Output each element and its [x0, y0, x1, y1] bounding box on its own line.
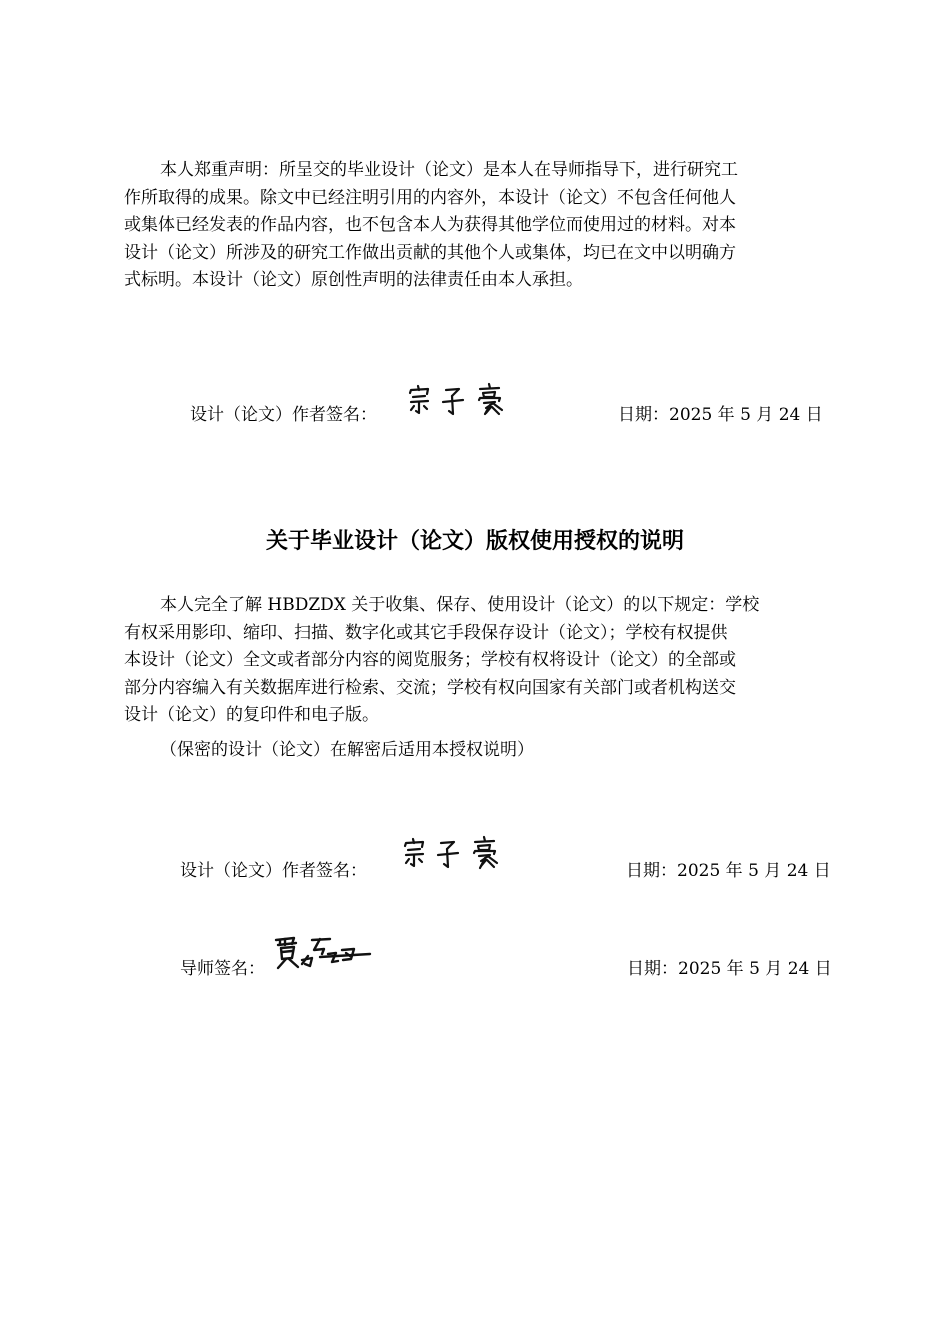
declaration-paragraph [124, 157, 830, 295]
declaration-line: 或集体已经发表的作品内容，也不包含本人为获得其他学位而使用过的材料。对本 [124, 215, 736, 235]
advisor-signature-label: 导师签名： [180, 959, 265, 979]
authorization-title: 关于毕业设计（论文）版权使用授权的说明 [265, 528, 684, 554]
declaration-line: 式标明。本设计（论文）原创性声明的法律责任由本人承担。 [124, 270, 583, 290]
advisor-signature-date: 日期：2025 年 5 月 24 日 [627, 959, 832, 979]
handwritten-signature-zong-zihao [401, 832, 505, 874]
declaration-line: 本人郑重声明：所呈交的毕业设计（论文）是本人在导师指导下，进行研究工 [160, 160, 738, 180]
author-signature-label: 设计（论文）作者签名： [190, 405, 377, 425]
authorization-line: 有权采用影印、缩印、扫描、数字化或其它手段保存设计（论文）；学校有权提供 [124, 622, 728, 643]
authorization-line: 本设计（论文）全文或者部分内容的阅览服务；学校有权将设计（论文）的全部或 [124, 650, 736, 670]
authorization-line: 本人完全了解 HBDZDX 关于收集、保存、使用设计（论文）的以下规定：学校 [160, 595, 760, 615]
declaration-line: 作所取得的成果。除文中已经注明引用的内容外，本设计（论文）不包含任何他人 [124, 187, 736, 208]
declaration-line: 设计（论文）所涉及的研究工作做出贡献的其他个人或集体，均已在文中以明确方 [124, 242, 736, 263]
handwritten-signature-zong-zihao [406, 380, 510, 420]
advisor-signature-image [272, 934, 376, 974]
authorization-line: 设计（论文）的复印件和电子版。 [124, 705, 379, 725]
author-signature-image [406, 380, 510, 420]
confidentiality-note: （保密的设计（论文）在解密后适用本授权说明） [160, 740, 534, 760]
author-signature-label: 设计（论文）作者签名： [180, 861, 367, 881]
declaration-date: 日期：2025 年 5 月 24 日 [618, 405, 823, 425]
authorization-paragraph [124, 592, 830, 730]
author-signature-image [401, 832, 505, 874]
author-signature-date: 日期：2025 年 5 月 24 日 [626, 861, 831, 881]
authorization-line: 部分内容编入有关数据库进行检索、交流；学校有权向国家有关部门或者机构送交 [124, 677, 736, 698]
handwritten-signature-jia-lei [272, 934, 376, 974]
